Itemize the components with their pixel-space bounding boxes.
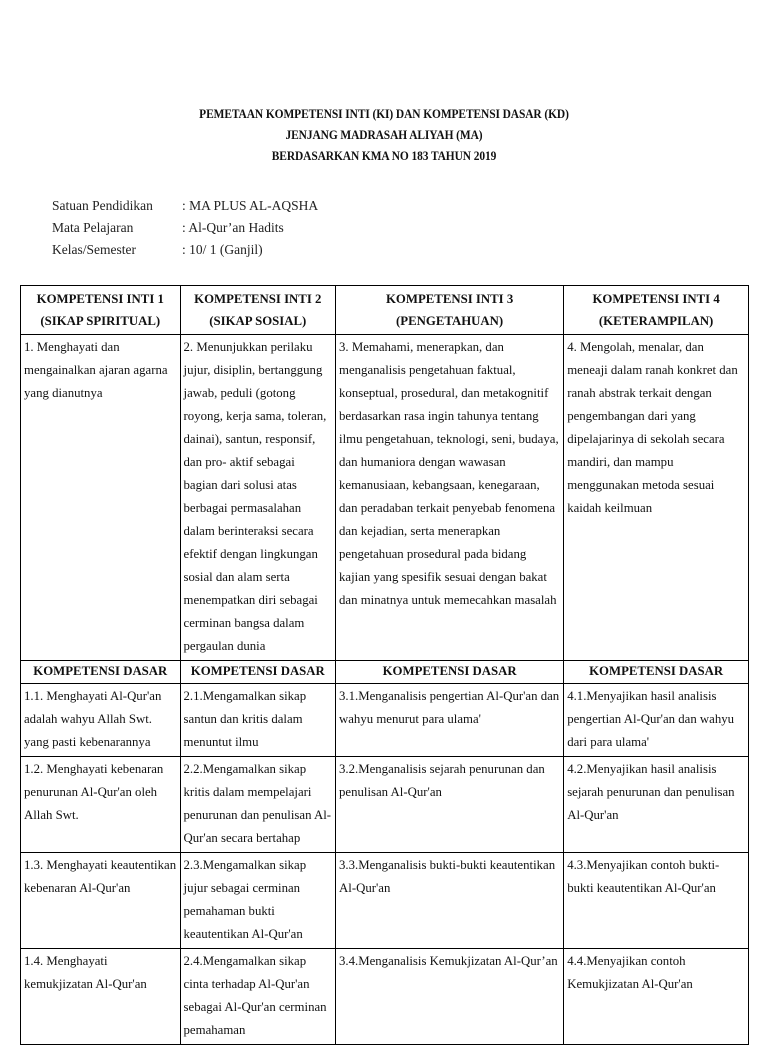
- identity-label: Mata Pelajaran: [52, 220, 134, 235]
- kd-cell: 1.1. Menghayati Al-Qur'an adalah wahyu Allah Swt. yang pasti kebenarannya: [21, 684, 181, 757]
- ki-kd-table: [20, 285, 749, 1045]
- kd-header-row: [21, 661, 749, 684]
- kd-cell: 4.1.Menyajikan hasil analisis pengertian Al-Qur'an dan wahyu dari para ulama': [564, 684, 749, 757]
- kd-header-cell: KOMPETENSI DASAR: [336, 661, 564, 684]
- kd-cell: 4.2.Menyajikan hasil analisis sejarah penurunan dan penulisan Al-Qur'an: [564, 757, 749, 853]
- ki-header-title: KOMPETENSI INTI 2: [194, 292, 322, 306]
- ki-header-cell: [564, 286, 749, 335]
- ki-header-cell: [21, 286, 181, 335]
- kd-cell: 1.3. Menghayati keautentikan kebenaran Al-Qur'an: [21, 853, 181, 949]
- kd-cell: 2.2.Mengamalkan sikap kritis dalam mempelajari penurunan dan penulisan Al-Qur'an secara bertahap: [180, 757, 335, 853]
- kd-cell: 3.4.Menganalisis Kemukjizatan Al-Qur’an: [336, 949, 564, 1045]
- identity-value: : Al-Qur’an Hadits: [182, 220, 284, 235]
- kd-cell: 2.1.Mengamalkan sikap santun dan kritis dalam menuntut ilmu: [180, 684, 335, 757]
- kd-header-cell: KOMPETENSI DASAR: [21, 661, 181, 684]
- heading-line-2: JENJANG MADRASAH ALIYAH (MA): [285, 127, 483, 142]
- ki-header-cell: [180, 286, 335, 335]
- ki-header-title: KOMPETENSI INTI 3: [385, 292, 514, 306]
- ki-header-subtitle: (SIKAP SPIRITUAL): [40, 314, 161, 328]
- ki-header-subtitle: (PENGETAHUAN): [396, 314, 504, 328]
- ki-header-cell: [336, 286, 564, 335]
- heading-line-1: PEMETAAN KOMPETENSI INTI (KI) DAN KOMPETENSI DASAR (KD): [199, 106, 569, 121]
- kd-cell: 1.4. Menghayati kemukjizatan Al-Qur'an: [21, 949, 181, 1045]
- identity-value: : 10/ 1 (Ganjil): [182, 242, 263, 257]
- ki-content-row: [21, 335, 749, 661]
- kd-cell: 3.2.Menganalisis sejarah penurunan dan penulisan Al-Qur'an: [336, 757, 564, 853]
- identity-row-school: [52, 195, 318, 217]
- document-heading: [46, 103, 722, 166]
- kd-cell: 1.2. Menghayati kebenaran penurunan Al-Qur'an oleh Allah Swt.: [21, 757, 181, 853]
- identity-row-class: [52, 239, 318, 261]
- ki-header-subtitle: (KETERAMPILAN): [598, 314, 714, 328]
- ki-header-title: KOMPETENSI INTI 4: [592, 292, 720, 306]
- kd-row: [21, 949, 749, 1045]
- identity-block: [52, 195, 318, 261]
- kd-row: [21, 853, 749, 949]
- kd-row: [21, 757, 749, 853]
- kd-cell: 2.4.Mengamalkan sikap cinta terhadap Al-Qur'an sebagai Al-Qur'an cerminan pemahaman: [180, 949, 335, 1045]
- kd-cell: 3.1.Menganalisis pengertian Al-Qur'an dan wahyu menurut para ulama': [336, 684, 564, 757]
- kd-header-cell: KOMPETENSI DASAR: [180, 661, 335, 684]
- kd-cell: 2.3.Mengamalkan sikap jujur sebagai cerminan pemahaman bukti keautentikan Al-Qur'an: [180, 853, 335, 949]
- identity-value: : MA PLUS AL-AQSHA: [182, 198, 319, 213]
- kd-row: [21, 684, 749, 757]
- kd-cell: 3.3.Menganalisis bukti-bukti keautentikan Al-Qur'an: [336, 853, 564, 949]
- kd-cell: 4.4.Menyajikan contoh Kemukjizatan Al-Qur'an: [564, 949, 749, 1045]
- ki-header-subtitle: (SIKAP SOSIAL): [209, 314, 307, 328]
- identity-label: Satuan Pendidikan: [52, 198, 153, 213]
- ki-header-title: KOMPETENSI INTI 1: [36, 292, 164, 306]
- ki-text-cell: 4. Mengolah, menalar, dan meneaji dalam ranah konkret dan ranah abstrak terkait dengan pengembangan dari yang dipelajarinya di sekolah secara mandiri, dan mampu menggunakan metoda sesuai kaidah keilmuan: [564, 335, 749, 661]
- heading-line-3: BERDASARKAN KMA NO 183 TAHUN 2019: [271, 148, 497, 163]
- identity-row-subject: [52, 217, 318, 239]
- identity-label: Kelas/Semester: [52, 242, 136, 257]
- ki-text-cell: 3. Memahami, menerapkan, dan menganalisis pengetahuan faktual, konseptual, prosedural, dan metakognitif berdasarkan rasa ingin tahunya tentang ilmu pengetahuan, teknologi, seni, budaya, dan humaniora dengan wawasan kemanusiaan, kebangsaan, kenegaraan, dan peradaban terkait penyebab fenomena dan kejadian, serta menerapkan pengetahuan prosedural pada bidang kajian yang spesifik sesuai dengan bakat dan minatnya untuk memecahkan masalah: [336, 335, 564, 661]
- kd-header-cell: KOMPETENSI DASAR: [564, 661, 749, 684]
- ki-text-cell: 1. Menghayati dan mengainalkan ajaran agarna yang dianutnya: [21, 335, 181, 661]
- ki-text-cell: 2. Menunjukkan perilaku jujur, disiplin, bertanggung jawab, peduli (gotong royong, kerja sama, toleran, dainai), santun, responsif, dan pro- aktif sebagai bagian dari solusi atas berbagai permasalahan dalam berinteraksi secara efektif dengan lingkungan sosial dan alam serta menempatkan diri sebagai cerminan bangsa dalam pergaulan dunia: [180, 335, 335, 661]
- kd-cell: 4.3.Menyajikan contoh bukti-bukti keautentikan Al-Qur'an: [564, 853, 749, 949]
- ki-header-row: [21, 286, 749, 335]
